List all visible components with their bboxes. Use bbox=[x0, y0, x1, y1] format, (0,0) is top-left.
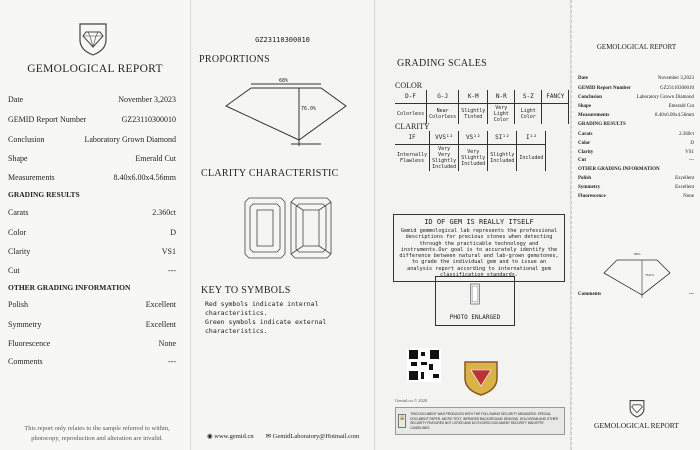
photo-enlarged-box bbox=[435, 276, 515, 326]
mission-text: Gemid gemmological lab represents the professional descriptions for precious stones when detecting through the practicable technology and instruments.Our goal is to accurately identify the difference between natural and lab-grown gemstones, to grade the individual gem and to issue an analysis report according to international gem classification standards. bbox=[399, 228, 559, 279]
card-bottom-title: GEMOLOGICAL REPORT bbox=[594, 421, 679, 430]
grading-scales-title: GRADING SCALES bbox=[397, 58, 488, 69]
section-other-grading bbox=[8, 283, 130, 292]
scale-grade: SI¹² bbox=[488, 131, 517, 144]
scale-desc: Slightly Included bbox=[488, 144, 517, 171]
card-info-row-value: November 3,2023 bbox=[657, 76, 694, 81]
info-row bbox=[8, 154, 176, 163]
card-grading-row bbox=[578, 158, 694, 163]
color-scale-table bbox=[395, 90, 569, 124]
card-info-row-label: Conclusion bbox=[578, 95, 602, 100]
email-link[interactable]: ✉ GemidLaboratory@Hotmail.com bbox=[265, 433, 360, 440]
grading-row-label: Color bbox=[8, 228, 27, 237]
website-link[interactable]: ◉ www.gemid.cn bbox=[207, 433, 254, 440]
card-grading-row-label: Cut bbox=[578, 158, 587, 163]
card-other-row bbox=[578, 185, 694, 190]
info-row bbox=[8, 173, 176, 182]
section-grading-results-label: GRADING RESULTS bbox=[8, 190, 80, 199]
card-other-row-value: Excellent bbox=[675, 185, 694, 190]
grading-row-value: --- bbox=[168, 266, 176, 275]
key-line-red: Red symbols indicate internal characteristics. bbox=[205, 300, 319, 317]
scale-desc: Colorless bbox=[395, 103, 427, 124]
card-other-row bbox=[578, 194, 694, 199]
report-card-panel bbox=[571, 0, 700, 450]
section-other-grading-label: OTHER GRADING INFORMATION bbox=[8, 283, 131, 292]
diamond-photo-icon bbox=[470, 283, 480, 305]
depth-percent: 76.0% bbox=[301, 106, 317, 112]
other-row-value: Excellent bbox=[145, 320, 176, 329]
info-row-label: Conclusion bbox=[8, 135, 45, 144]
card-depth-percent: 76.0% bbox=[645, 273, 655, 277]
info-row-label: GEMID Report Number bbox=[8, 115, 87, 124]
section-grading-results bbox=[8, 190, 80, 199]
card-other-row-label: Symmetry bbox=[578, 185, 601, 190]
clarity-scale-title: CLARITY bbox=[395, 122, 430, 131]
card-grading-row bbox=[578, 132, 694, 137]
email-text: GemidLaboratory@Hotmail.com bbox=[272, 433, 360, 440]
other-row bbox=[8, 357, 176, 366]
card-grading-row bbox=[578, 141, 694, 146]
gemid-seal-icon bbox=[461, 356, 501, 396]
scale-grade: N-R bbox=[488, 90, 515, 103]
card-other-row bbox=[578, 176, 694, 181]
card-grading-row-value: D bbox=[690, 141, 694, 146]
scale-grade: FANCY bbox=[542, 90, 569, 103]
other-row-label: Fluorescence bbox=[8, 339, 51, 348]
info-row-label: Shape bbox=[8, 154, 28, 163]
info-row-value: 8.40x6.00x4.56mm bbox=[113, 173, 176, 182]
scale-desc: Light Color bbox=[515, 103, 542, 124]
footer-disclaimer: This report only relates to the sample referred to within, photocopy, reproduction and alteration are invalid. bbox=[24, 425, 170, 442]
card-section-other bbox=[578, 167, 694, 172]
security-notice bbox=[395, 407, 565, 435]
grading-row-value: 2.360ct bbox=[152, 208, 176, 217]
card-info-row-label: Shape bbox=[578, 104, 592, 109]
clarity-characteristic-title: CLARITY CHARACTERISTIC bbox=[201, 168, 339, 179]
card-info-row bbox=[578, 86, 694, 91]
info-row bbox=[8, 115, 176, 124]
card-section-grading bbox=[578, 122, 694, 127]
card-comments-label: Comments bbox=[578, 292, 602, 297]
card-table-percent: 68% bbox=[634, 252, 641, 256]
grading-row-value: D bbox=[170, 228, 176, 237]
scale-grade: S-Z bbox=[515, 90, 542, 103]
proportions-diagram bbox=[221, 78, 351, 148]
card-info-row-label: Date bbox=[578, 76, 588, 81]
card-grading-row-label: Color bbox=[578, 141, 591, 146]
clarity-plot-diagram bbox=[243, 196, 333, 260]
card-section-grading-label: GRADING RESULTS bbox=[578, 122, 626, 127]
other-row-value: None bbox=[158, 339, 176, 348]
scale-grade: I¹² bbox=[517, 131, 546, 144]
scale-desc: Very Light Color bbox=[488, 103, 515, 124]
gemid-shield-logo-icon bbox=[76, 20, 110, 56]
website-text: www.gemid.cn bbox=[214, 433, 254, 440]
scale-grade: K-M bbox=[459, 90, 488, 103]
other-row-value: Excellent bbox=[145, 300, 176, 309]
color-scale-title: COLOR bbox=[395, 81, 423, 90]
scale-grade: IF bbox=[395, 131, 430, 144]
key-line-green: Green symbols indicate external characteristics. bbox=[205, 318, 327, 335]
scale-desc: Included bbox=[517, 144, 546, 171]
card-info-row-value: Emerald Cut bbox=[668, 104, 694, 109]
other-row-label: Polish bbox=[8, 300, 29, 309]
key-to-symbols-title: KEY TO SYMBOLS bbox=[201, 285, 291, 296]
other-row bbox=[8, 320, 176, 329]
card-title: GEMOLOGICAL REPORT bbox=[596, 43, 677, 51]
grading-scales-panel bbox=[375, 0, 570, 450]
grading-row-label: Cut bbox=[8, 266, 20, 275]
photo-label: PHOTO ENLARGED bbox=[449, 314, 501, 321]
card-info-row-value: 8.40x6.00x4.56mm bbox=[654, 113, 694, 118]
copyright: Gemid.cn © 2020 bbox=[395, 398, 428, 403]
info-row bbox=[8, 135, 176, 144]
qr-code-icon[interactable] bbox=[407, 348, 441, 382]
card-other-row-value: None bbox=[683, 194, 694, 199]
report-number: GZ23110300010 bbox=[255, 36, 310, 44]
scale-desc: Near Colorless bbox=[427, 103, 459, 124]
other-row-label: Symmetry bbox=[8, 320, 42, 329]
mission-title: ID OF GEM IS REALLY ITSELF bbox=[424, 218, 534, 226]
card-info-row bbox=[578, 76, 694, 81]
security-text: THIS DOCUMENT WAS PRODUCED WITH THE FOLLOWING SECURITY MEASURES: SPECIAL DOCUMENT PAPER, MICRO TEXT, INFRARED BACKGROUND DESIGNS, HOLOGRAM AND OTHER SECURITY FEATURES NOT LISTED AND DO EXCEED DOCUMENT SECURITY INDUSTRY GUIDELINES bbox=[410, 412, 558, 430]
grading-row-value: VS1 bbox=[161, 247, 176, 256]
info-row-label: Date bbox=[8, 95, 24, 104]
card-info-row bbox=[578, 113, 694, 118]
info-row-value: Laboratory Grown Diamond bbox=[84, 135, 176, 144]
info-row-value: November 3,2023 bbox=[118, 95, 176, 104]
card-grading-row-value: --- bbox=[689, 158, 694, 163]
info-row-value: GZ23110300010 bbox=[121, 115, 176, 124]
lock-icon: 🔒 bbox=[398, 414, 406, 428]
card-other-row-label: Fluorescence bbox=[578, 194, 606, 199]
proportions-title: PROPORTIONS bbox=[199, 54, 271, 65]
card-info-row-label: Measurements bbox=[578, 113, 610, 118]
scale-desc: Slightly Tinted bbox=[459, 103, 488, 124]
grading-row bbox=[8, 208, 176, 217]
scale-grade: VS¹² bbox=[459, 131, 488, 144]
scale-desc: Very Slightly Included bbox=[459, 144, 488, 171]
card-other-row-label: Polish bbox=[578, 176, 592, 181]
card-logo-icon bbox=[628, 398, 646, 418]
card-other-row-value: Excellent bbox=[675, 176, 694, 181]
table-percent: 68% bbox=[279, 78, 289, 84]
other-row-value: --- bbox=[168, 357, 176, 366]
card-info-row-value: Laboratory Grown Diamond bbox=[636, 95, 694, 100]
card-info-row bbox=[578, 104, 694, 109]
info-row-value: Emerald Cut bbox=[135, 154, 176, 163]
other-row-label: Comments bbox=[8, 357, 43, 366]
mission-statement-box bbox=[393, 214, 565, 282]
scale-desc: Very Very Slightly Included bbox=[430, 144, 459, 171]
scale-grade: G-J bbox=[427, 90, 459, 103]
card-info-row-label: GEMID Report Number bbox=[578, 86, 631, 91]
grading-row bbox=[8, 247, 176, 256]
scale-grade: VVS¹² bbox=[430, 131, 459, 144]
grading-row-label: Clarity bbox=[8, 247, 31, 256]
info-row-label: Measurements bbox=[8, 173, 55, 182]
card-grading-row-label: Clarity bbox=[578, 150, 594, 155]
card-grading-row bbox=[578, 150, 694, 155]
grading-row-label: Carats bbox=[8, 208, 29, 217]
proportions-panel bbox=[191, 0, 374, 450]
card-grading-row-value: 2.360ct bbox=[679, 132, 694, 137]
card-section-other-label: OTHER GRADING INFORMATION bbox=[578, 167, 660, 172]
scale-desc bbox=[542, 103, 569, 124]
card-info-row bbox=[578, 95, 694, 100]
report-title: GEMOLOGICAL REPORT bbox=[27, 63, 163, 75]
card-grading-row-value: VS1 bbox=[685, 150, 694, 155]
card-info-row-value: GZ23110300010 bbox=[660, 86, 694, 91]
clarity-scale-table bbox=[395, 131, 546, 171]
info-row bbox=[8, 95, 176, 104]
card-grading-row-label: Carats bbox=[578, 132, 593, 137]
other-row bbox=[8, 300, 176, 309]
scale-grade: D-F bbox=[395, 90, 427, 103]
scale-desc: Internally Flawless bbox=[395, 144, 430, 171]
other-row bbox=[8, 339, 176, 348]
card-comments-value: --- bbox=[689, 292, 694, 297]
report-front-panel bbox=[0, 0, 190, 450]
grading-row bbox=[8, 228, 176, 237]
grading-row bbox=[8, 266, 176, 275]
